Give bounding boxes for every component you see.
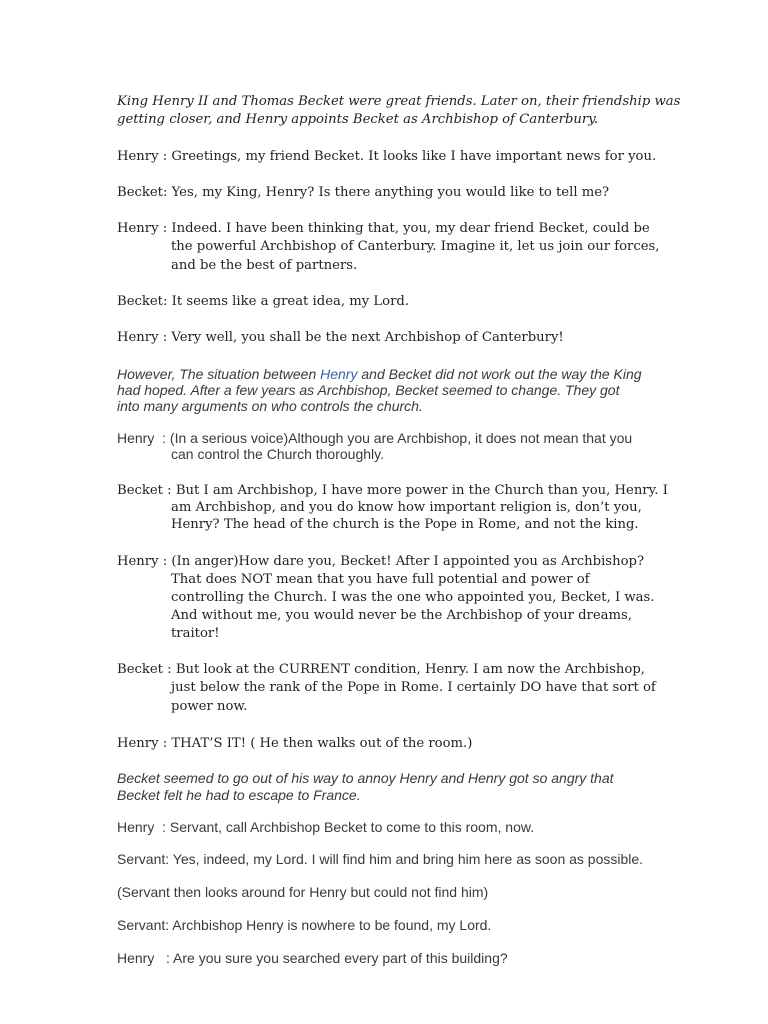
speaker-label: Henry :: [117, 221, 172, 236]
speaker-label: Becket :: [117, 662, 176, 677]
speaker-label: Becket:: [117, 185, 172, 200]
henry-link[interactable]: Henry: [320, 366, 358, 382]
speaker-label: Henry :: [117, 736, 172, 751]
speech-continuation: just below the rank of the Pope in Rome. I certainly DO have that sort of: [171, 680, 656, 695]
speech-continuation: controlling the Church. I was the one who appointed you, Becket, I was.: [171, 590, 655, 605]
dialogue-line: [117, 735, 472, 753]
speech-continuation: power now.: [171, 699, 248, 714]
speech-text: (In anger)How dare you, Becket! After I appointed you as Archbishop?: [171, 554, 645, 569]
speaker-label: Henry :: [117, 149, 172, 164]
narration-line-1: [117, 366, 642, 383]
speech-continuation: am Archbishop, and you do know how important religion is, don’t you,: [171, 500, 642, 515]
speech-continuation: and be the best of partners.: [171, 258, 358, 273]
speech-text: But I am Archbishop, I have more power in the Church than you, Henry. I: [175, 483, 668, 498]
speaker-label: Henry :: [117, 330, 172, 345]
narration-line-2: Becket felt he had to escape to France.: [117, 787, 361, 803]
narration-line-2: had hoped. After a few years as Archbishop, Becket seemed to change. They got: [117, 382, 620, 398]
dialogue-line: [117, 220, 650, 238]
speech-text: (In a serious voice)Although you are Archbishop, it does not mean that you: [169, 430, 633, 446]
speaker-label: Becket :: [117, 483, 176, 498]
speech-text: Very well, you shall be the next Archbishop of Canterbury!: [171, 330, 564, 345]
speech-continuation: the powerful Archbishop of Canterbury. Imagine it, let us join our forces,: [171, 239, 660, 254]
intro-line-2: getting closer, and Henry appoints Becket as Archbishop of Canterbury.: [117, 112, 599, 127]
dialogue-line: [117, 184, 609, 202]
speech-continuation: And without me, you would never be the Archbishop of your dreams,: [171, 608, 632, 623]
speech-text: Indeed. I have been thinking that, you, my dear friend Becket, could be: [171, 221, 650, 236]
dialogue-line: [117, 329, 564, 347]
speech-text: But look at the CURRENT condition, Henry. I am now the Archbishop,: [175, 662, 645, 677]
narration-prefix: However,: [117, 366, 180, 382]
narration-text: The situation between: [179, 366, 321, 382]
speech-text: Greetings, my friend Becket. It looks like I have important news for you.: [171, 149, 657, 164]
dialogue-line: [117, 482, 668, 500]
speech-text: Yes, my King, Henry? Is there anything you would like to tell me?: [171, 185, 610, 200]
dialogue-line: Henry : Are you sure you searched every part of this building?: [117, 950, 508, 966]
speech-text: THAT’S IT! ( He then walks out of the room.): [171, 736, 473, 751]
dialogue-line: [117, 430, 632, 447]
narration-text: and Becket did not work out the way the King: [357, 366, 642, 382]
dialogue-line: Henry : Servant, call Archbishop Becket to come to this room, now.: [117, 819, 535, 835]
dialogue-line: [117, 293, 409, 311]
dialogue-line: [117, 661, 645, 679]
speech-text: It seems like a great idea, my Lord.: [171, 294, 410, 309]
narration-line-1: Becket seemed to go out of his way to annoy Henry and Henry got so angry that: [117, 770, 614, 786]
speaker-label: Henry :: [117, 430, 170, 446]
intro-line-1: King Henry II and Thomas Becket were great friends. Later on, their friendship was: [117, 94, 681, 109]
dialogue-line: Servant: Yes, indeed, my Lord. I will find him and bring him here as soon as possible.: [117, 851, 644, 867]
dialogue-line: [117, 148, 656, 166]
speaker-label: Becket:: [117, 294, 172, 309]
speaker-label: Henry :: [117, 554, 172, 569]
speech-continuation: That does NOT mean that you have full potential and power of: [171, 572, 590, 587]
stage-direction: (Servant then looks around for Henry but could not find him): [117, 884, 489, 900]
speech-continuation: can control the Church thoroughly.: [171, 446, 384, 462]
dialogue-line: Servant: Archbishop Henry is nowhere to be found, my Lord.: [117, 917, 492, 933]
speech-continuation: traitor!: [171, 626, 220, 641]
narration-line-3: into many arguments on who controls the church.: [117, 398, 423, 414]
dialogue-line: [117, 553, 644, 571]
speech-continuation: Henry? The head of the church is the Pope in Rome, and not the king.: [171, 517, 639, 532]
